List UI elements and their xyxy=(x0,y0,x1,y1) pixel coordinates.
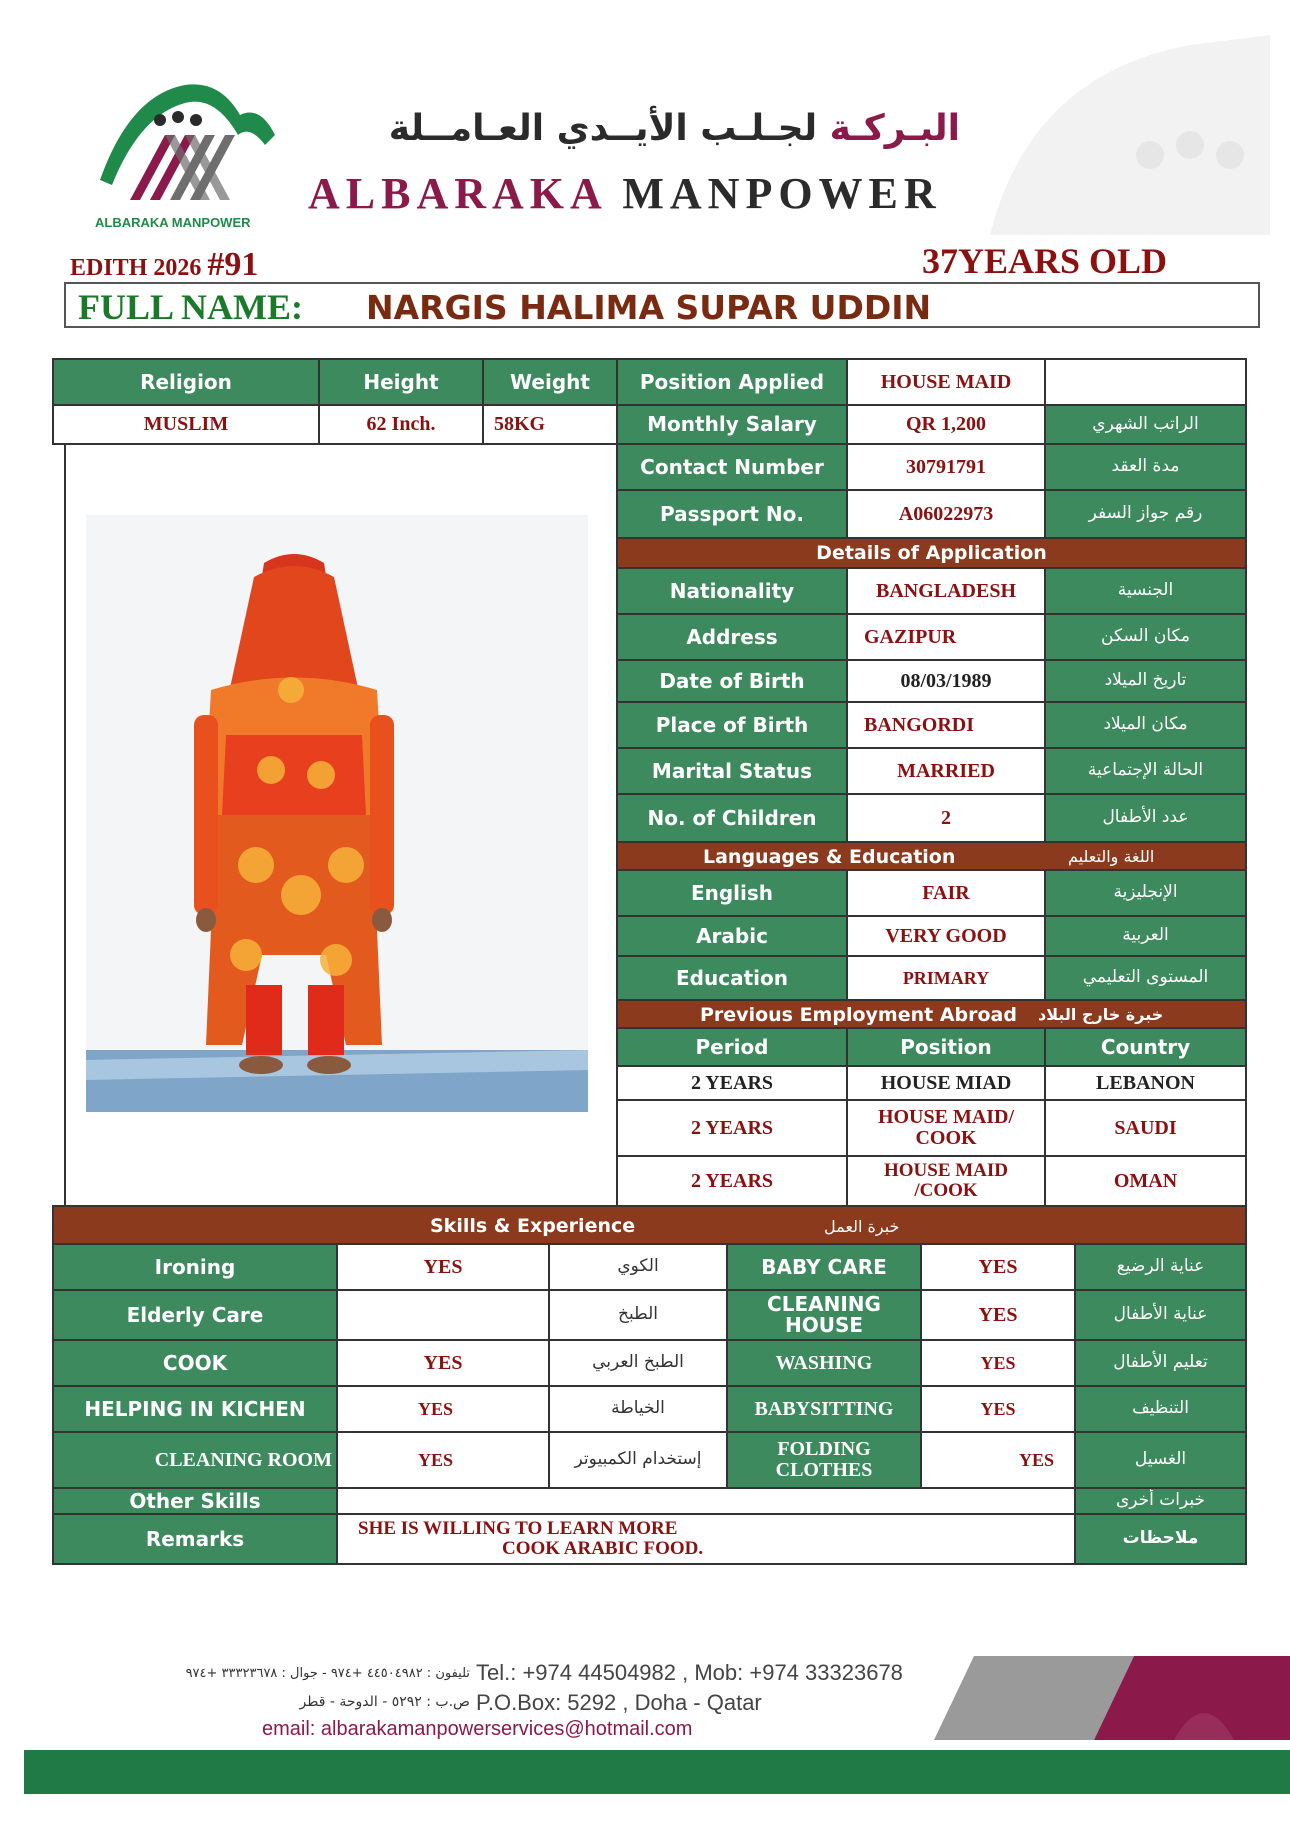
remarks-value xyxy=(336,1513,1076,1565)
weight-header: Weight xyxy=(482,358,618,406)
date-of-birth-arabic: تاريخ الميلاد xyxy=(1044,659,1247,703)
footer-email: email: albarakamanpowerservices@hotmail.com xyxy=(262,1718,693,1740)
skill-label: CLEANING HOUSE xyxy=(726,1289,922,1341)
albaraka-logo-icon xyxy=(90,75,290,235)
height-header: Height xyxy=(318,358,484,406)
svg-text:ALBARAKA MANPOWER: ALBARAKA MANPOWER xyxy=(95,215,251,230)
place-of-birth-arabic: مكان الميلاد xyxy=(1044,701,1247,749)
position-applied-label: Position Applied xyxy=(616,358,848,406)
period-header: Period xyxy=(616,1027,848,1067)
skill-value: YES xyxy=(920,1431,1076,1489)
position-header: Position xyxy=(846,1027,1046,1067)
skill-arabic: الطبخ العربي xyxy=(548,1339,728,1387)
religion-header: Religion xyxy=(52,358,320,406)
english-label: English xyxy=(616,869,848,917)
skill-arabic: إستخدام الكمبيوتر xyxy=(548,1431,728,1489)
skill-label: COOK xyxy=(52,1339,338,1387)
skill-label: BABY CARE xyxy=(726,1243,922,1291)
monthly-salary-arabic: الراتب الشهري xyxy=(1044,404,1247,445)
employment-period: 2 YEARS xyxy=(616,1099,848,1157)
footer-po-box: P.O.Box: 5292 , Doha - Qatar xyxy=(476,1690,762,1715)
passport-number-label: Passport No. xyxy=(616,489,848,539)
skill-label: Ironing xyxy=(52,1243,338,1291)
skill-arabic: عناية الرضيع xyxy=(1074,1243,1247,1291)
country-header: Country xyxy=(1044,1027,1247,1067)
skills-section-header: Skills & Experience خبرة العمل xyxy=(52,1205,1247,1245)
height-value: 62 Inch. xyxy=(318,404,484,445)
employment-period: 2 YEARS xyxy=(616,1065,848,1101)
education-value: PRIMARY xyxy=(846,955,1046,1001)
skill-arabic: الخياطة xyxy=(548,1385,728,1433)
contact-number-label: Contact Number xyxy=(616,443,848,491)
education-label: Education xyxy=(616,955,848,1001)
age-label: 37YEARS OLD xyxy=(922,241,1168,281)
edition-label: EDITH 2026 #91 xyxy=(70,246,259,283)
address-label: Address xyxy=(616,613,848,661)
skill-label: BABYSITTING xyxy=(726,1385,922,1433)
monthly-salary-label: Monthly Salary xyxy=(616,404,848,445)
arabic-label: Arabic xyxy=(616,915,848,957)
remarks-label: Remarks xyxy=(52,1513,338,1565)
footer-decoration-icon xyxy=(934,1656,1290,1740)
company-name-arabic: البـركـة لجـلـب الأيــدي العـامــلة xyxy=(388,108,960,149)
arabic-arabic: العربية xyxy=(1044,915,1247,957)
children-label: No. of Children xyxy=(616,793,848,843)
skill-value: YES xyxy=(336,1385,550,1433)
skill-label: WASHING xyxy=(726,1339,922,1387)
nationality-label: Nationality xyxy=(616,567,848,615)
date-of-birth-label: Date of Birth xyxy=(616,659,848,703)
skill-arabic: الغسيل xyxy=(1074,1431,1247,1489)
skill-value: YES xyxy=(336,1431,550,1489)
employment-section-header: Previous Employment Abroad خبرة خارج البلاد xyxy=(616,999,1247,1029)
children-arabic: عدد الأطفال xyxy=(1044,793,1247,843)
candidate-photo xyxy=(86,515,588,1112)
corner-decoration-icon xyxy=(950,35,1270,235)
full-name-value: NARGIS HALIMA SUPAR UDDIN xyxy=(366,288,932,327)
address-value: GAZIPUR xyxy=(846,613,1046,661)
skill-arabic: عناية الأطفال xyxy=(1074,1289,1247,1341)
remarks-line-2: COOK ARABIC FOOD. xyxy=(502,1538,704,1559)
employment-country: SAUDI xyxy=(1044,1099,1247,1157)
remarks-arabic: ملاحظات xyxy=(1074,1513,1247,1565)
other-skills-value xyxy=(336,1487,1076,1515)
employment-position: HOUSE MAID /COOK xyxy=(846,1155,1046,1207)
date-of-birth-value: 08/03/1989 xyxy=(846,659,1046,703)
company-name-english: ALBARAKA MANPOWER xyxy=(308,169,942,218)
skill-value xyxy=(336,1289,550,1341)
nationality-arabic: الجنسية xyxy=(1044,567,1247,615)
english-arabic: الإنجليزية xyxy=(1044,869,1247,917)
other-skills-label: Other Skills xyxy=(52,1487,338,1515)
languages-section-header: Languages & Education اللغة والتعليم xyxy=(616,841,1247,871)
footer-green-band xyxy=(24,1750,1290,1794)
religion-value: MUSLIM xyxy=(52,404,320,445)
remarks-line-1: SHE IS WILLING TO LEARN MORE xyxy=(358,1518,678,1540)
weight-value: 58KG xyxy=(482,404,618,445)
photo-panel xyxy=(64,443,618,1207)
full-name-bar xyxy=(64,282,1260,328)
skill-value: YES xyxy=(920,1243,1076,1291)
skill-label: CLEANING ROOM xyxy=(52,1431,338,1489)
place-of-birth-value: BANGORDI xyxy=(846,701,1046,749)
address-arabic: مكان السكن xyxy=(1044,613,1247,661)
details-section-header: Details of Application xyxy=(616,537,1247,569)
children-value: 2 xyxy=(846,793,1046,843)
skill-arabic: التنظيف xyxy=(1074,1385,1247,1433)
marital-status-label: Marital Status xyxy=(616,747,848,795)
skill-value: YES xyxy=(920,1339,1076,1387)
footer-contact-arabic: تليفون : ٤٤٥٠٤٩٨٢ +٩٧٤ - جوال : ٣٣٣٢٣٦٧٨ +٩٧٤ xyxy=(185,1666,470,1681)
employment-country: LEBANON xyxy=(1044,1065,1247,1101)
position-applied-value: HOUSE MAID xyxy=(846,358,1046,406)
education-arabic: المستوى التعليمي xyxy=(1044,955,1247,1001)
place-of-birth-label: Place of Birth xyxy=(616,701,848,749)
cv-page xyxy=(10,0,1280,1831)
contact-number-arabic: مدة العقد xyxy=(1044,443,1247,491)
position-applied-arabic xyxy=(1044,358,1247,406)
arabic-value: VERY GOOD xyxy=(846,915,1046,957)
skill-value: YES xyxy=(920,1289,1076,1341)
skill-label: Elderly Care xyxy=(52,1289,338,1341)
footer-address-arabic: ص.ب : ٥٢٩٢ - الدوحة - قطر xyxy=(299,1694,470,1710)
skill-arabic: الطبخ xyxy=(548,1289,728,1341)
english-value: FAIR xyxy=(846,869,1046,917)
skill-value: YES xyxy=(336,1339,550,1387)
skill-value: YES xyxy=(336,1243,550,1291)
skill-label: HELPING IN KICHEN xyxy=(52,1385,338,1433)
skill-value: YES xyxy=(920,1385,1076,1433)
passport-number-arabic: رقم جواز السفر xyxy=(1044,489,1247,539)
skill-arabic: تعليم الأطفال xyxy=(1074,1339,1247,1387)
skill-label: FOLDING CLOTHES xyxy=(726,1431,922,1489)
passport-number-value: A06022973 xyxy=(846,489,1046,539)
footer-phone: Tel.: +974 44504982 , Mob: +974 33323678 xyxy=(476,1660,903,1685)
employment-position: HOUSE MIAD xyxy=(846,1065,1046,1101)
employment-period: 2 YEARS xyxy=(616,1155,848,1207)
nationality-value: BANGLADESH xyxy=(846,567,1046,615)
marital-status-value: MARRIED xyxy=(846,747,1046,795)
contact-number-value: 30791791 xyxy=(846,443,1046,491)
other-skills-arabic: خبرات أخرى xyxy=(1074,1487,1247,1515)
marital-status-arabic: الحالة الإجتماعية xyxy=(1044,747,1247,795)
monthly-salary-value: QR 1,200 xyxy=(846,404,1046,445)
skill-arabic: الكوي xyxy=(548,1243,728,1291)
employment-position: HOUSE MAID/ COOK xyxy=(846,1099,1046,1157)
full-name-label: FULL NAME: xyxy=(78,287,303,327)
employment-country: OMAN xyxy=(1044,1155,1247,1207)
